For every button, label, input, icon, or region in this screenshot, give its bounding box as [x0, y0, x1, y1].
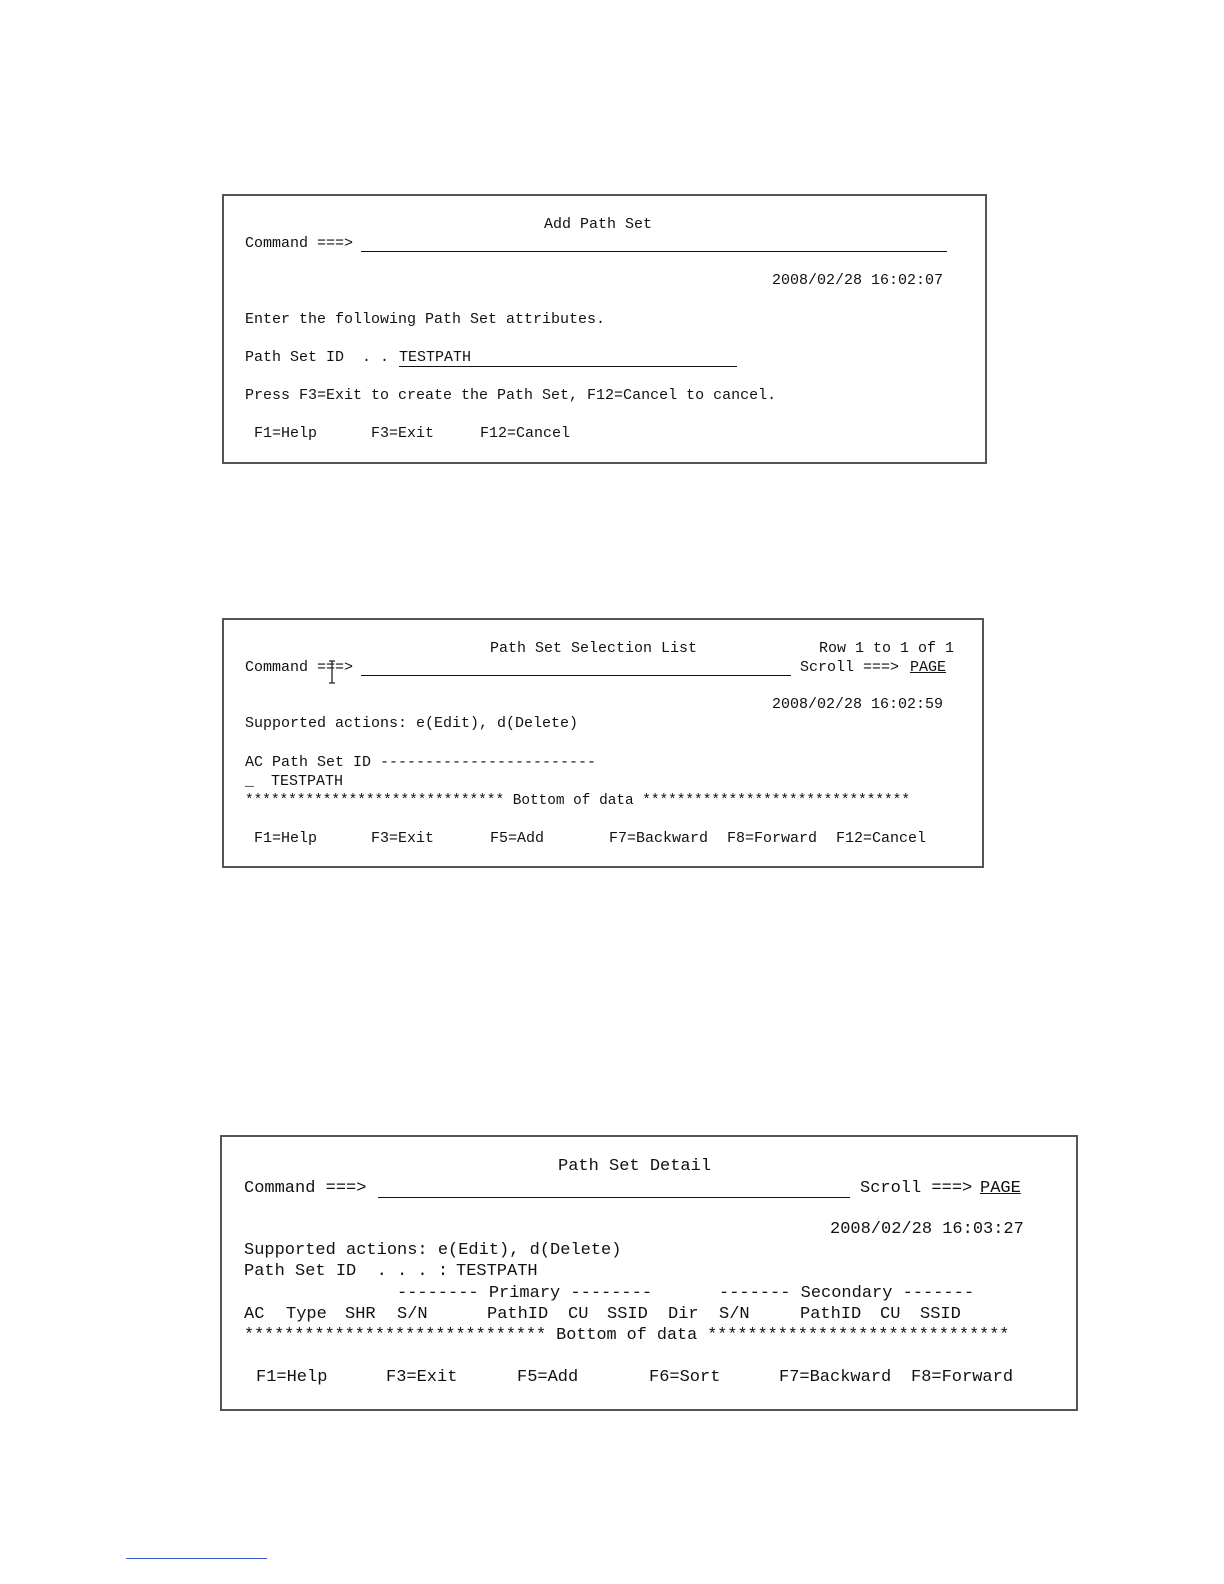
supported-actions: Supported actions: e(Edit), d(Delete) — [244, 1241, 622, 1260]
key-f8-forward[interactable]: F8=Forward — [727, 830, 818, 847]
key-f8-forward[interactable]: F8=Forward — [911, 1368, 1014, 1387]
col-secondary-sn: S/N — [719, 1305, 750, 1324]
press-note: Press F3=Exit to create the Path Set, F12=Cancel to cancel. — [245, 387, 777, 404]
key-f1-help[interactable]: F1=Help — [254, 425, 318, 442]
panel-title: Add Path Set — [544, 216, 653, 233]
command-label: Command ===> — [245, 235, 354, 252]
row-path-set-id: TESTPATH — [271, 773, 344, 790]
path-set-id-value: TESTPATH — [456, 1262, 538, 1281]
col-secondary-pathid: PathID — [800, 1305, 862, 1324]
col-primary-pathid: PathID — [487, 1305, 549, 1324]
path-set-id-label: Path Set ID . . . : — [244, 1262, 449, 1281]
primary-group-header: -------- Primary -------- — [397, 1284, 653, 1303]
timestamp: 2008/02/28 16:03:27 — [830, 1220, 1024, 1239]
supported-actions: Supported actions: e(Edit), d(Delete) — [245, 715, 579, 732]
key-f5-add[interactable]: F5=Add — [517, 1368, 579, 1387]
key-f3-exit[interactable]: F3=Exit — [371, 830, 435, 847]
instruction-text: Enter the following Path Set attributes. — [245, 311, 606, 328]
timestamp: 2008/02/28 16:02:59 — [772, 696, 944, 713]
path-set-id-underline — [399, 366, 737, 367]
key-f1-help[interactable]: F1=Help — [256, 1368, 328, 1387]
timestamp: 2008/02/28 16:02:07 — [772, 272, 944, 289]
command-label: Command ===> — [245, 659, 354, 676]
scroll-value-field[interactable]: PAGE — [910, 659, 947, 676]
bottom-of-data: ****************************** Bottom of data ******************************* — [245, 793, 910, 809]
path-set-selection-panel — [222, 618, 984, 868]
col-type: Type — [286, 1305, 327, 1324]
col-secondary-cu: CU — [880, 1305, 901, 1324]
col-primary-cu: CU — [568, 1305, 589, 1324]
key-f3-exit[interactable]: F3=Exit — [386, 1368, 458, 1387]
text-cursor-icon — [328, 660, 336, 684]
scroll-label: Scroll ===> — [800, 659, 900, 676]
command-input[interactable] — [361, 675, 791, 676]
col-ac: AC — [244, 1305, 265, 1324]
path-set-id-label: Path Set ID . . — [245, 349, 390, 366]
add-path-set-panel — [222, 194, 987, 464]
path-set-detail-panel — [220, 1135, 1078, 1411]
scroll-label: Scroll ===> — [860, 1179, 973, 1198]
panel-title: Path Set Detail — [558, 1157, 712, 1176]
list-header: AC Path Set ID ------------------------ — [245, 754, 597, 771]
row-info: Row 1 to 1 of 1 — [819, 640, 955, 657]
key-f6-sort[interactable]: F6=Sort — [649, 1368, 721, 1387]
path-set-id-field[interactable]: TESTPATH — [399, 349, 472, 366]
command-label: Command ===> — [244, 1179, 367, 1198]
bottom-of-data: ****************************** Bottom of data ****************************** — [244, 1326, 1010, 1345]
key-f12-cancel[interactable]: F12=Cancel — [480, 425, 571, 442]
col-primary-ssid: SSID — [607, 1305, 648, 1324]
col-secondary-ssid: SSID — [920, 1305, 961, 1324]
scroll-value-field[interactable]: PAGE — [980, 1179, 1021, 1198]
key-f1-help[interactable]: F1=Help — [254, 830, 318, 847]
key-f12-cancel[interactable]: F12=Cancel — [836, 830, 927, 847]
col-primary-sn: S/N — [397, 1305, 428, 1324]
key-f3-exit[interactable]: F3=Exit — [371, 425, 435, 442]
key-f7-backward[interactable]: F7=Backward — [779, 1368, 892, 1387]
secondary-group-header: ------- Secondary ------- — [719, 1284, 975, 1303]
col-shr: SHR — [345, 1305, 376, 1324]
key-f7-backward[interactable]: F7=Backward — [609, 830, 709, 847]
col-dir: Dir — [668, 1305, 699, 1324]
command-input[interactable] — [361, 251, 947, 252]
row-action-field[interactable]: _ — [245, 773, 255, 790]
panel-title: Path Set Selection List — [490, 640, 698, 657]
footnote-separator — [126, 1558, 267, 1559]
key-f5-add[interactable]: F5=Add — [490, 830, 545, 847]
command-input[interactable] — [378, 1197, 850, 1198]
